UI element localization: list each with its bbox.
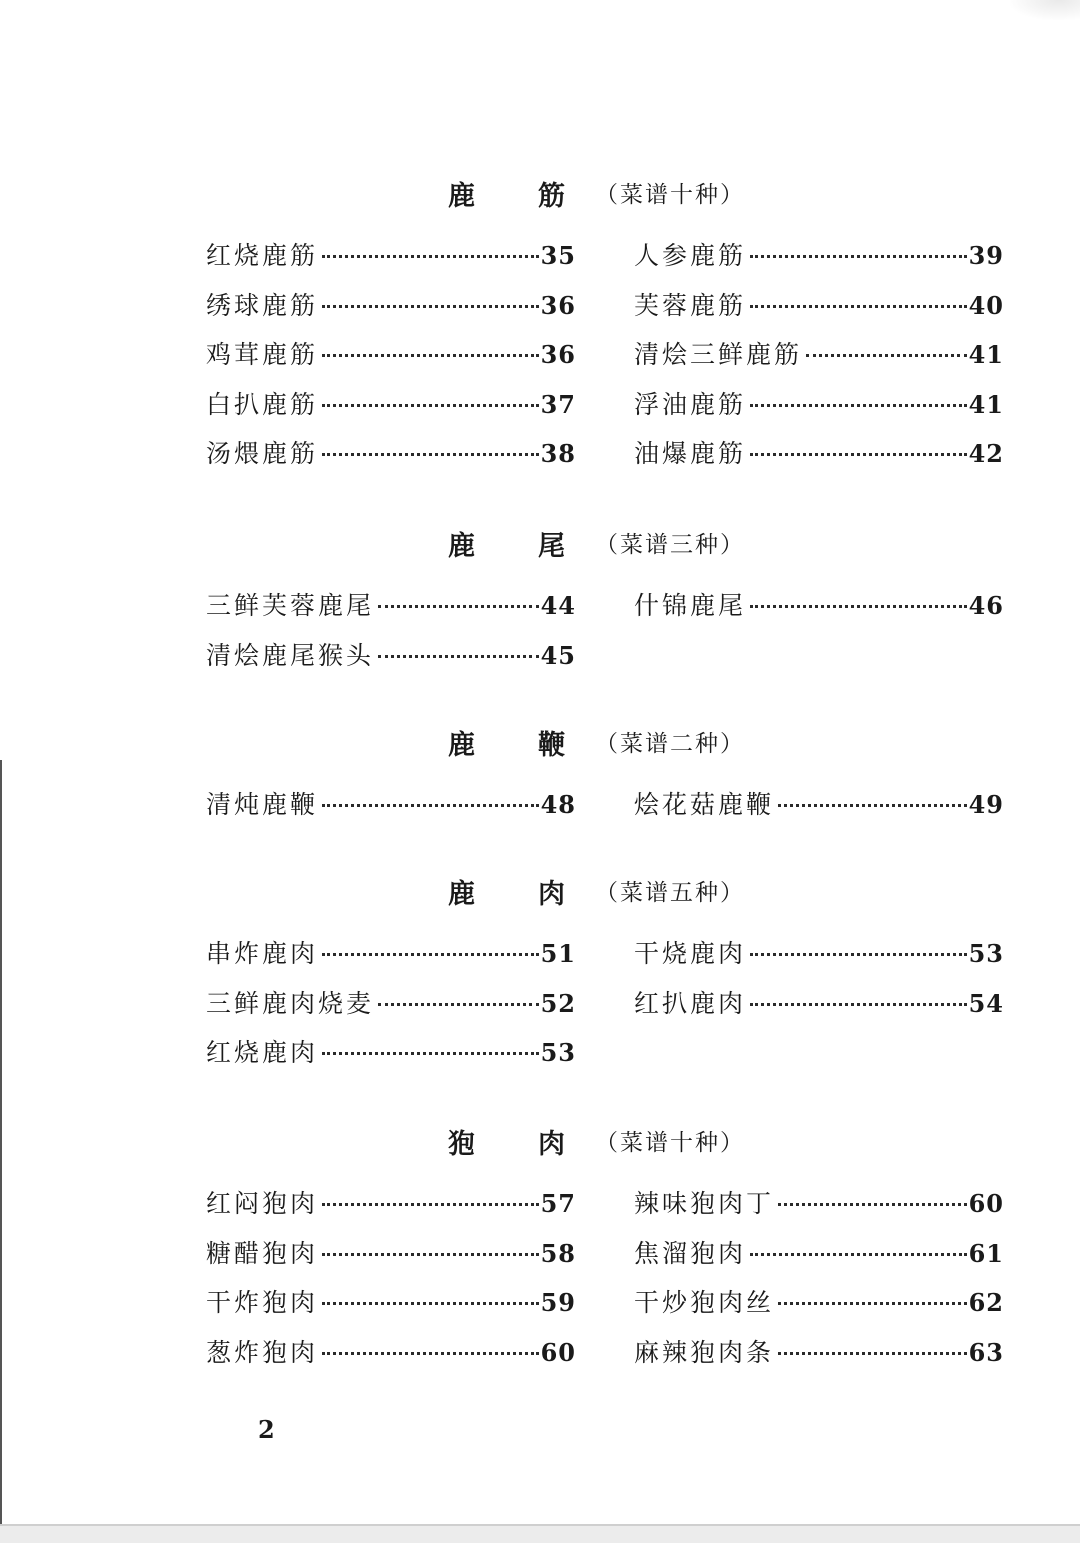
toc-entry [634, 984, 1004, 1034]
entry-page: 40 [968, 290, 1004, 320]
entry-page: 37 [540, 389, 576, 419]
entry-name: 焦溜狍肉 [634, 1238, 747, 1268]
entry-name: 糖醋狍肉 [206, 1238, 319, 1268]
toc-entry [206, 785, 576, 835]
entry-page: 51 [540, 939, 576, 968]
section-title [200, 1122, 1020, 1162]
entry-page: 60 [968, 1189, 1004, 1218]
entry-column-right [634, 586, 1004, 636]
dot-leader [322, 1247, 539, 1256]
dot-leader [750, 599, 967, 608]
toc-entry [206, 934, 576, 984]
toc-entry [206, 636, 576, 686]
entry-page: 61 [968, 1238, 1004, 1268]
entry-column-left [206, 934, 576, 1083]
entry-name: 三鲜鹿肉烧麦 [206, 988, 375, 1018]
entry-name: 三鲜芙蓉鹿尾 [206, 591, 375, 620]
dot-leader [750, 997, 967, 1006]
entry-name: 浮油鹿筋 [634, 389, 747, 419]
dot-leader [750, 398, 967, 407]
dot-leader [378, 649, 539, 658]
toc-entry [206, 1033, 576, 1083]
section-title-char: 筋 [538, 181, 565, 212]
entry-name: 白扒鹿筋 [206, 389, 319, 419]
entry-name: 干烧鹿肉 [634, 939, 747, 968]
entry-page: 36 [540, 340, 576, 369]
entry-name: 红扒鹿肉 [634, 988, 747, 1018]
dot-leader [322, 1197, 539, 1206]
entry-name: 红闷狍肉 [206, 1189, 319, 1218]
page-number: 2 [258, 1415, 275, 1444]
dot-leader [322, 1346, 539, 1355]
toc-entry [634, 934, 1004, 984]
toc-entry [206, 984, 576, 1034]
toc-entry [634, 335, 1004, 385]
section-title-char: 肉 [538, 879, 565, 910]
toc-entry [634, 385, 1004, 435]
section-paorou [200, 1122, 1020, 1367]
section-lurou [200, 872, 1020, 1067]
section-title-char: 鹿 [448, 181, 475, 212]
entry-name: 清烩鹿尾猴头 [206, 640, 375, 670]
entry-name: 葱炸狍肉 [206, 1337, 319, 1367]
section-lubian [200, 723, 1020, 819]
toc-entry [634, 586, 1004, 636]
toc-entry [634, 1234, 1004, 1284]
entry-name: 人参鹿筋 [634, 241, 747, 270]
page-edge-line [0, 760, 2, 1530]
dot-leader [778, 1296, 967, 1305]
toc-entry [634, 286, 1004, 336]
entry-name: 红烧鹿筋 [206, 241, 319, 270]
section-title [200, 872, 1020, 912]
entry-name: 红烧鹿肉 [206, 1038, 319, 1067]
entry-page: 52 [540, 988, 576, 1018]
entry-page: 60 [540, 1337, 576, 1367]
toc-entry [206, 1234, 576, 1284]
toc-entry [206, 586, 576, 636]
toc-entry [206, 335, 576, 385]
toc-entry [634, 1184, 1004, 1234]
entry-column-left [206, 1184, 576, 1382]
section-title [200, 174, 1020, 214]
entry-page: 59 [540, 1288, 576, 1317]
entry-column-left [206, 236, 576, 484]
section-lujin [200, 174, 1020, 468]
dot-leader [322, 299, 539, 308]
entry-page: 58 [540, 1238, 576, 1268]
section-title-char: 鹿 [448, 879, 475, 910]
dot-leader [322, 447, 539, 456]
dot-leader [322, 398, 539, 407]
corner-shadow [1010, 0, 1080, 20]
toc-entry [634, 1283, 1004, 1333]
entry-page: 44 [540, 591, 576, 620]
toc-entry [206, 286, 576, 336]
dot-leader [322, 798, 539, 807]
entry-page: 45 [540, 640, 576, 670]
dot-leader [806, 348, 967, 357]
dot-leader [750, 1247, 967, 1256]
entry-name: 干炒狍肉丝 [634, 1288, 775, 1317]
entry-page: 53 [540, 1038, 576, 1067]
dot-leader [322, 348, 539, 357]
entry-name: 串炸鹿肉 [206, 939, 319, 968]
section-subtitle: （菜谱十种） [595, 1130, 745, 1156]
section-subtitle: （菜谱十种） [595, 182, 745, 208]
dot-leader [322, 1296, 539, 1305]
section-subtitle: （菜谱二种） [595, 731, 745, 757]
section-title-char: 尾 [538, 531, 565, 562]
toc-entry [206, 236, 576, 286]
section-title-char: 狍 [448, 1129, 475, 1160]
entry-page: 41 [968, 389, 1004, 419]
entry-page: 38 [540, 439, 576, 468]
section-subtitle: （菜谱三种） [595, 532, 745, 558]
entry-column-right [634, 236, 1004, 484]
toc-entry [206, 434, 576, 484]
entry-page: 48 [540, 790, 576, 819]
section-title-char: 鹿 [448, 730, 475, 761]
entry-column-right [634, 934, 1004, 1033]
entry-column-right [634, 785, 1004, 835]
entry-name: 什锦鹿尾 [634, 591, 747, 620]
entry-page: 35 [540, 241, 576, 270]
dot-leader [778, 1346, 967, 1355]
toc-entry [634, 1333, 1004, 1383]
toc-entry [206, 1283, 576, 1333]
entry-name: 汤煨鹿筋 [206, 439, 319, 468]
entry-name: 鸡茸鹿筋 [206, 340, 319, 369]
entry-page: 42 [968, 439, 1004, 468]
entry-page: 39 [968, 241, 1004, 270]
entry-name: 芙蓉鹿筋 [634, 290, 747, 320]
dot-leader [750, 299, 967, 308]
section-luwei [200, 524, 1020, 670]
dot-leader [750, 249, 967, 258]
entry-page: 63 [968, 1337, 1004, 1367]
toc-entry [634, 236, 1004, 286]
entry-page: 62 [968, 1288, 1004, 1317]
dot-leader [750, 447, 967, 456]
section-title [200, 723, 1020, 763]
entry-name: 麻辣狍肉条 [634, 1337, 775, 1367]
toc-entry [206, 1333, 576, 1383]
toc-entry [634, 434, 1004, 484]
section-title-char: 鹿 [448, 531, 475, 562]
entry-name: 干炸狍肉 [206, 1288, 319, 1317]
entry-column-left [206, 785, 576, 835]
dot-leader [778, 798, 967, 807]
dot-leader [322, 249, 539, 258]
entry-page: 57 [540, 1189, 576, 1218]
entry-page: 46 [968, 591, 1004, 620]
entry-name: 辣味狍肉丁 [634, 1189, 775, 1218]
toc-entry [634, 785, 1004, 835]
entry-page: 36 [540, 290, 576, 320]
dot-leader [778, 1197, 967, 1206]
toc-entry [206, 1184, 576, 1234]
entry-name: 烩花菇鹿鞭 [634, 790, 775, 819]
entry-name: 绣球鹿筋 [206, 290, 319, 320]
entry-name: 清烩三鲜鹿筋 [634, 340, 803, 369]
entry-name: 油爆鹿筋 [634, 439, 747, 468]
entry-page: 53 [968, 939, 1004, 968]
dot-leader [378, 997, 539, 1006]
dot-leader [378, 599, 539, 608]
entry-column-right [634, 1184, 1004, 1382]
entry-column-left [206, 586, 576, 685]
section-subtitle: （菜谱五种） [595, 880, 745, 906]
entry-page: 41 [968, 340, 1004, 369]
toc-entry [206, 385, 576, 435]
bottom-border-band [0, 1524, 1080, 1543]
section-title-char: 肉 [538, 1129, 565, 1160]
section-title-char: 鞭 [538, 730, 565, 761]
entry-page: 54 [968, 988, 1004, 1018]
dot-leader [322, 947, 539, 956]
section-title [200, 524, 1020, 564]
entry-page: 49 [968, 790, 1004, 819]
entry-name: 清炖鹿鞭 [206, 790, 319, 819]
dot-leader [322, 1046, 539, 1055]
dot-leader [750, 947, 967, 956]
